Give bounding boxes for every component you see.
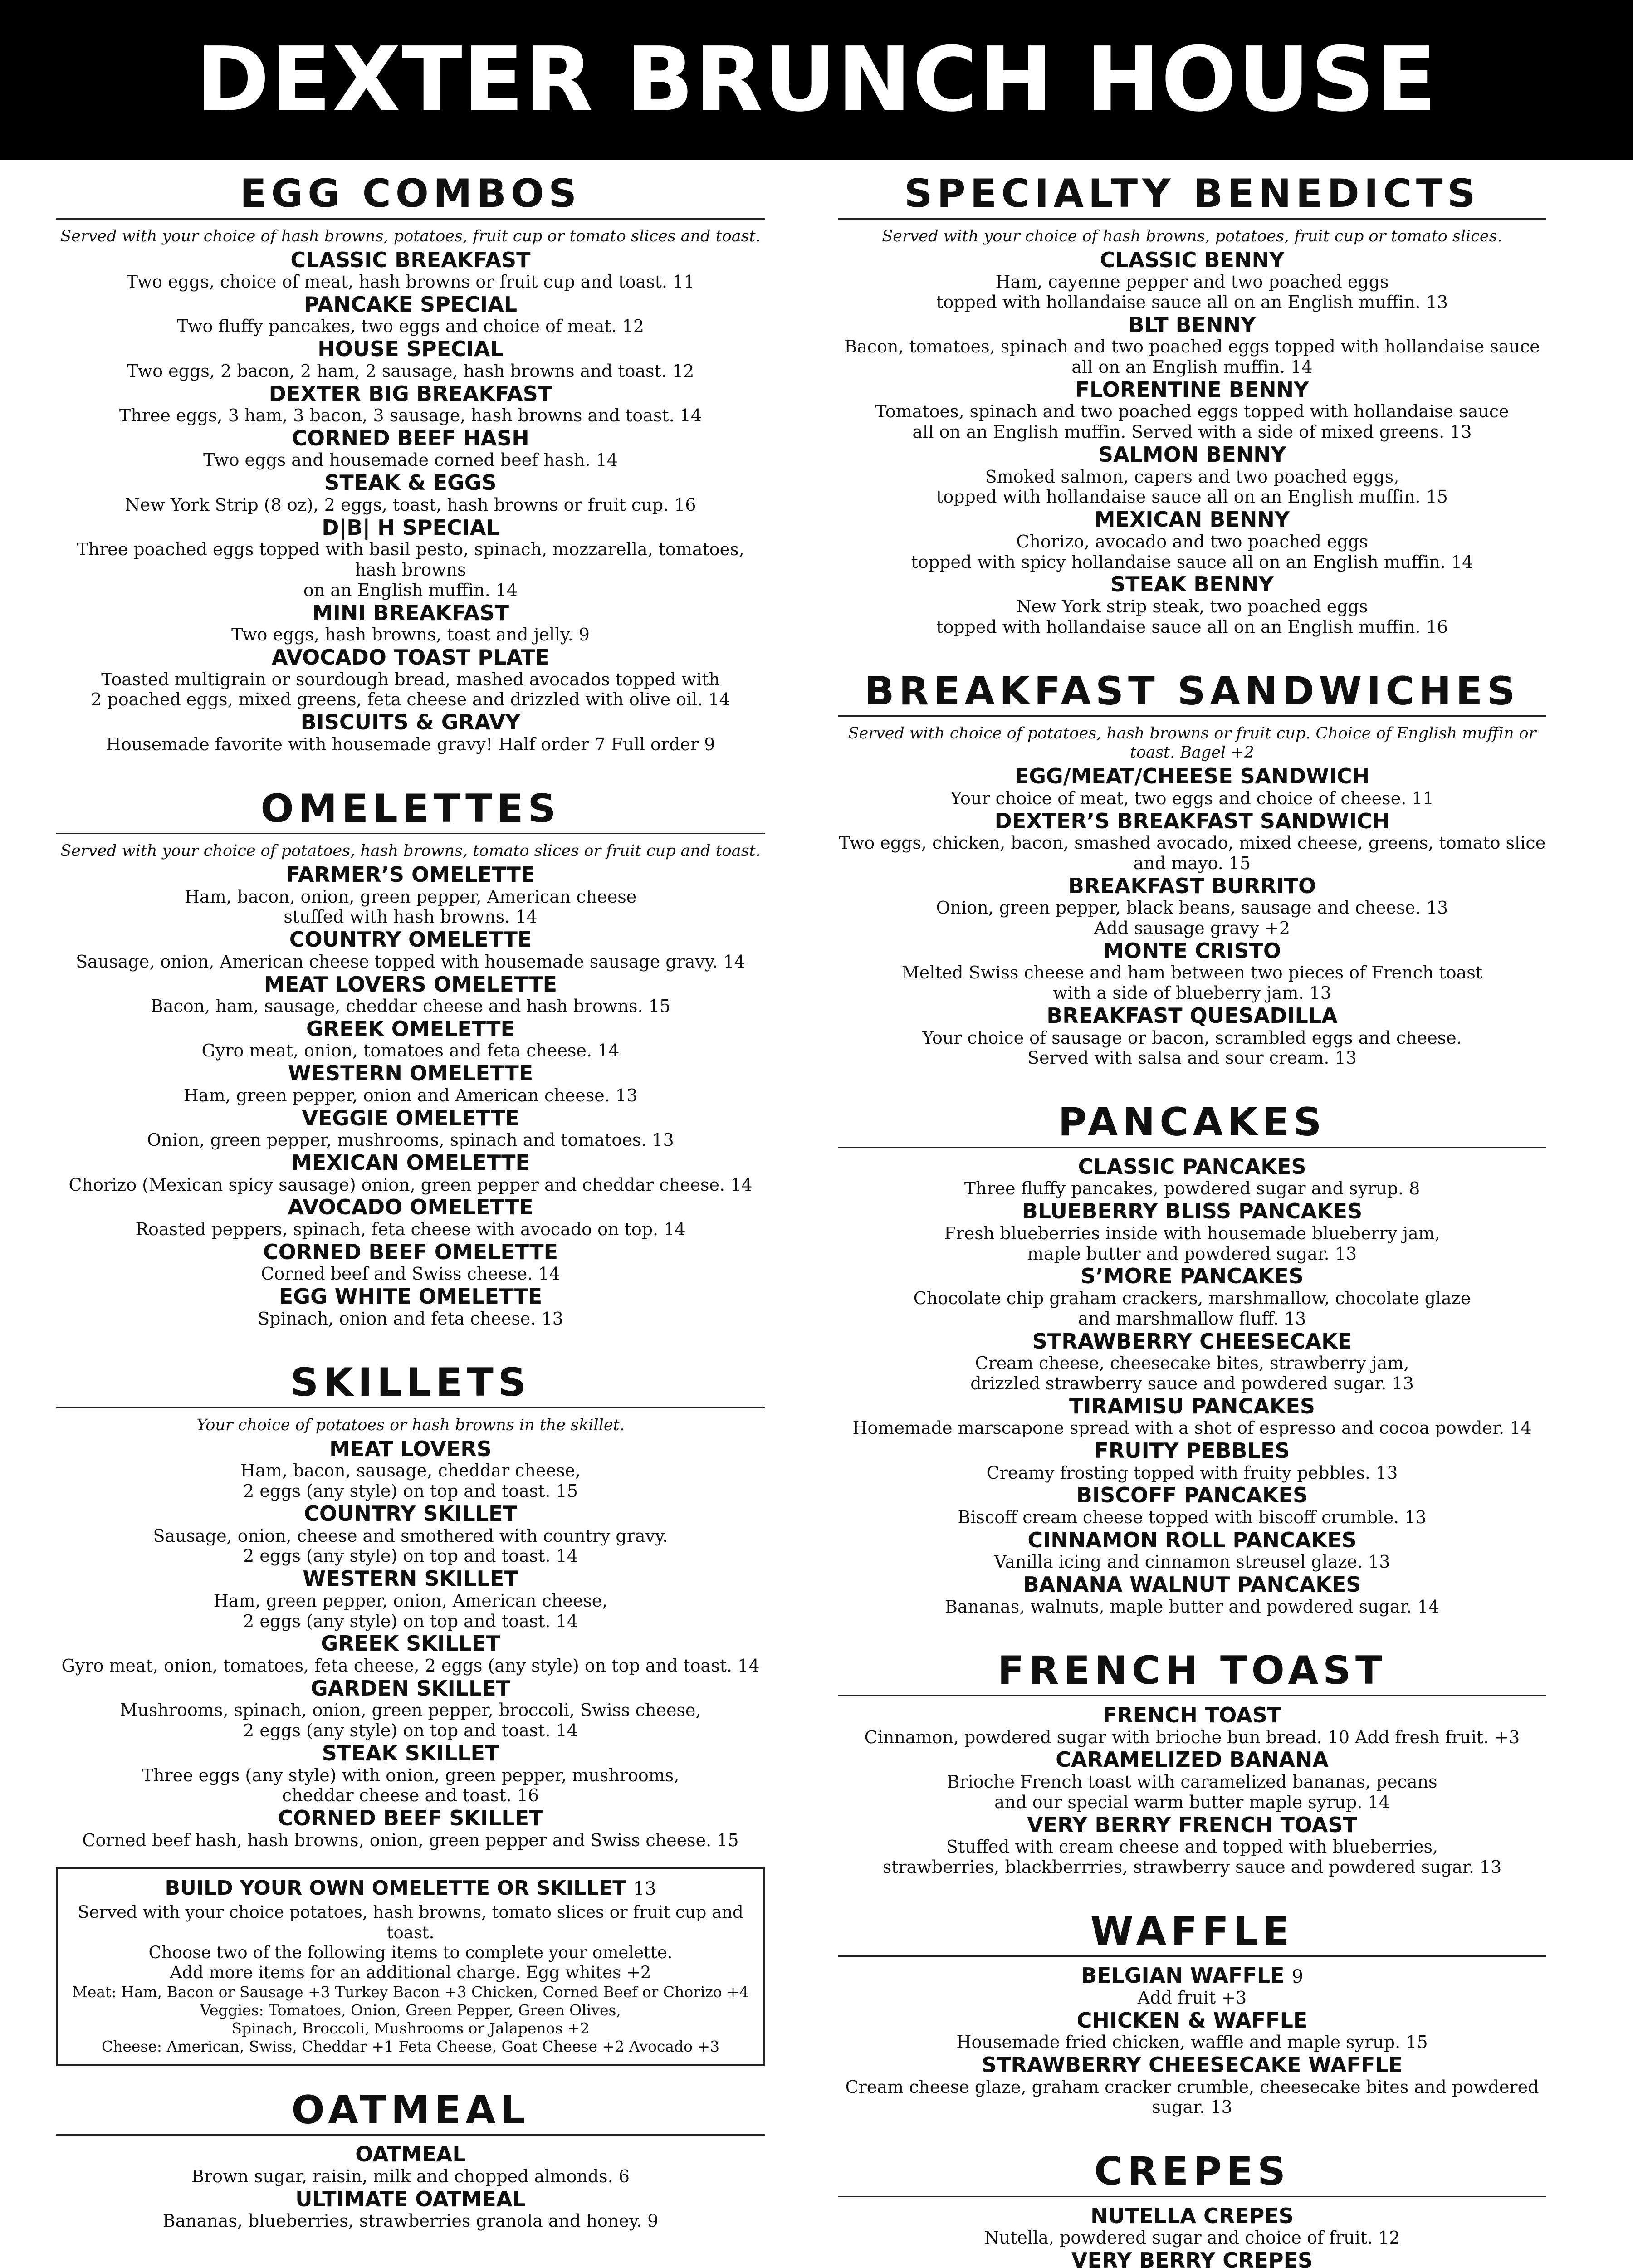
menu-item-title: GREEK SKILLET [321, 1631, 500, 1656]
menu-item-title: DEXTER’S BREAKFAST SANDWICH [994, 808, 1390, 833]
section-skillets [56, 1361, 765, 1850]
menu-item-name [838, 939, 1546, 963]
menu-item-description: Gyro meat, onion, tomatoes and feta cheese. 14 [201, 1041, 620, 1061]
menu-item-title: EGG WHITE OMELETTE [279, 1284, 543, 1309]
menu-item-name [56, 1107, 765, 1130]
section-gap [838, 638, 1546, 670]
menu-item-title: BISCOFF PANCAKES [1076, 1483, 1308, 1508]
menu-item-description: Tomatoes, spinach and two poached eggs topped with hollandaise sauce all on an English muffin. Served with a side of mixed greens. 13 [875, 401, 1509, 442]
menu-item-name [56, 1632, 765, 1656]
menu-item-description: Nutella, powdered sugar and choice of fruit. 12 [984, 2228, 1400, 2248]
menu-item-description: Biscoff cream cheese topped with biscoff crumble. 13 [958, 1507, 1427, 1527]
menu-item-title: BISCUITS & GRAVY [300, 710, 521, 735]
menu-item-title: S’MORE PANCAKES [1081, 1264, 1304, 1289]
section-divider [838, 1695, 1546, 1696]
menu-item-title: MEAT LOVERS [329, 1436, 492, 1461]
menu-item-description: Bananas, walnuts, maple butter and powdered sugar. 14 [944, 1596, 1440, 1617]
menu-item-name [56, 471, 765, 495]
menu-item-name [838, 378, 1546, 402]
section-title: OATMEAL [291, 2087, 530, 2133]
menu-item-description: Two eggs and housemade corned beef hash. 14 [203, 450, 618, 470]
menu-item-name [56, 382, 765, 406]
menu-item-description: Sausage, onion, cheese and smothered with country gravy. 2 eggs (any style) on top and toast. 14 [153, 1525, 668, 1566]
menu-item-description: New York Strip (8 oz), 2 eggs, toast, hash browns or fruit cup. 16 [125, 494, 696, 515]
menu-item-description: Two fluffy pancakes, two eggs and choice of meat. 12 [176, 316, 645, 337]
build-your-own-option: Veggies: Tomatoes, Onion, Green Pepper, Green Olives, [200, 2001, 621, 2019]
menu-item-title: WESTERN SKILLET [303, 1566, 518, 1591]
build-your-own-option: Spinach, Broccoli, Mushrooms or Jalapenos +2 [231, 2019, 590, 2038]
left-column [56, 172, 765, 2232]
menu-item-name [56, 1151, 765, 1175]
section-title: OMELETTES [260, 786, 561, 831]
menu-header [0, 0, 1633, 160]
menu-item-name [56, 1437, 765, 1461]
section-title: BREAKFAST SANDWICHES [864, 668, 1520, 714]
build-your-own-line: Choose two of the following items to complete your omelette. [148, 1942, 673, 1962]
menu-item-name [838, 810, 1546, 833]
menu-item-name [56, 973, 765, 997]
menu-item-name [838, 875, 1546, 898]
menu-item-name [838, 1704, 1546, 1727]
menu-item-description: Two eggs, 2 bacon, 2 ham, 2 sausage, hash browns and toast. 12 [127, 361, 694, 381]
menu-item-name [838, 2009, 1546, 2033]
section-gap [838, 2118, 1546, 2150]
menu-item-title: WESTERN OMELETTE [288, 1061, 533, 1086]
menu-item-title: CLASSIC BREAKFAST [290, 247, 531, 272]
section-intro: Served with choice of potatoes, hash browns or fruit cup. Choice of English muffin or toast. Bagel +2 [848, 724, 1536, 762]
menu-item-title: BREAKFAST BURRITO [1068, 873, 1316, 898]
menu-item-description: Housemade fried chicken, waffle and maple syrup. 15 [956, 2032, 1428, 2053]
menu-item-title: MEXICAN BENNY [1094, 507, 1290, 532]
menu-item-title: STRAWBERRY CHEESECAKE WAFFLE [981, 2052, 1403, 2077]
menu-item-description: Ham, green pepper, onion and American cheese. 13 [183, 1085, 638, 1105]
menu-item-title: DEXTER BIG BREAKFAST [269, 381, 552, 406]
menu-item-title: BLT BENNY [1128, 312, 1256, 337]
menu-item-description: Vanilla icing and cinnamon streusel glaze. 13 [994, 1552, 1390, 1572]
menu-item-title: COUNTRY SKILLET [304, 1501, 517, 1526]
menu-item-description: Cinnamon, powdered sugar with brioche bun bread. 10 Add fresh fruit. +3 [864, 1727, 1520, 1747]
menu-item-title: GREEK OMELETTE [306, 1016, 515, 1041]
menu-item-description: Spinach, onion and feta cheese. 13 [258, 1308, 563, 1329]
menu-item-title: CHICKEN & WAFFLE [1076, 2008, 1308, 2033]
menu-item-description: Roasted peppers, spinach, feta cheese with avocado on top. 14 [135, 1219, 686, 1239]
menu-item-title: SALMON BENNY [1098, 442, 1286, 467]
menu-item-description: Cream cheese glaze, graham cracker crumble, cheesecake bites and powdered sugar. 13 [845, 2077, 1539, 2117]
section-title: CREPES [1094, 2149, 1290, 2195]
menu-item-description: Three poached eggs topped with basil pesto, spinach, mozzarella, tomatoes, hash browns on an English muffin. 14 [77, 539, 744, 600]
section-divider [56, 833, 765, 834]
menu-item-name [56, 928, 765, 952]
section-title: SPECIALTY BENEDICTS [904, 171, 1480, 216]
section-intro: Served with your choice of hash browns, potatoes, fruit cup or tomato slices and toast. [60, 227, 761, 245]
menu-item-name [56, 1807, 765, 1830]
menu-item-description: Chorizo, avocado and two poached eggs topped with spicy hollandaise sauce all on an English muffin. 14 [911, 531, 1473, 572]
build-your-own-line: Add more items for an additional charge. Egg whites +2 [170, 1963, 651, 1983]
menu-item-title: PANCAKE SPECIAL [303, 292, 518, 317]
menu-item-title: FRUITY PEBBLES [1094, 1438, 1290, 1463]
menu-item-title: CORNED BEEF OMELETTE [263, 1239, 558, 1264]
menu-item-name [56, 249, 765, 272]
section-breakfast-sandwiches [838, 670, 1546, 1069]
menu-item-description: Toasted multigrain or sourdough bread, mashed avocados topped with 2 poached eggs, mixed greens, feta cheese and drizzled with olive oil. 14 [91, 669, 730, 710]
menu-item-title: CORNED BEEF HASH [292, 425, 529, 450]
menu-item-description: Ham, green pepper, onion, American cheese, 2 eggs (any style) on top and toast. 14 [213, 1590, 608, 1631]
menu-item-title: TIRAMISU PANCAKES [1069, 1393, 1315, 1418]
menu-item-description: Sausage, onion, American cheese topped with housemade sausage gravy. 14 [76, 951, 745, 972]
section-gap [56, 756, 765, 787]
menu-item-description: Creamy frosting topped with fruity pebbles. 13 [986, 1462, 1398, 1483]
section-title: EGG COMBOS [240, 171, 582, 216]
build-your-own-box [56, 1867, 765, 2066]
menu-item-name [838, 1813, 1546, 1837]
menu-item-title: BLUEBERRY BLISS PANCAKES [1022, 1199, 1363, 1224]
section-gap [56, 1330, 765, 1361]
menu-item-name [56, 646, 765, 670]
menu-item-name [56, 601, 765, 625]
menu-item-title: GARDEN SKILLET [310, 1676, 511, 1701]
menu-item-price: 9 [1291, 1966, 1304, 1988]
menu-item-description: Melted Swiss cheese and ham between two pieces of French toast with a side of blueberry jam. 13 [901, 963, 1483, 1003]
build-your-own-heading: BUILD YOUR OWN OMELETTE OR SKILLET [165, 1876, 626, 1900]
menu-item-title: BELGIAN WAFFLE [1081, 1963, 1285, 1988]
menu-item-name [56, 2188, 765, 2211]
menu-item-description: Brioche French toast with caramelized bananas, pecans and our special warm butter maple syrup. 14 [947, 1771, 1437, 1812]
section-title: SKILLETS [290, 1360, 531, 1406]
menu-item-description: Corned beef hash, hash browns, onion, green pepper and Swiss cheese. 15 [82, 1830, 739, 1850]
menu-item-name [56, 1502, 765, 1526]
menu-item-name [56, 1285, 765, 1309]
section-specialty-benedicts [838, 172, 1546, 637]
menu-item-name [838, 2249, 1546, 2268]
menu-item-name [56, 427, 765, 450]
menu-item-title: MONTE CRISTO [1103, 938, 1281, 963]
menu-item-title: BANANA WALNUT PANCAKES [1023, 1572, 1361, 1597]
menu-item-description: Onion, green pepper, mushrooms, spinach and tomatoes. 13 [147, 1130, 674, 1150]
menu-item-description: Corned beef and Swiss cheese. 14 [261, 1264, 560, 1284]
section-omelettes [56, 787, 765, 1329]
menu-item-name [838, 765, 1546, 788]
build-your-own-price: 13 [633, 1878, 656, 1899]
menu-item-name [56, 1742, 765, 1765]
section-gap [838, 1069, 1546, 1101]
section-divider [56, 218, 765, 220]
menu-item-title: CLASSIC BENNY [1100, 247, 1285, 272]
menu-item-description: Cream cheese, cheesecake bites, strawberry jam, drizzled strawberry sauce and powdered sugar. 13 [970, 1353, 1414, 1393]
menu-item-name [838, 1573, 1546, 1597]
right-column [838, 172, 1546, 2268]
section-title: WAFFLE [1090, 1908, 1294, 1954]
section-intro: Your choice of potatoes or hash browns in the skillet. [196, 1416, 625, 1434]
menu-item-title: COUNTRY OMELETTE [289, 927, 532, 952]
menu-item-name [56, 863, 765, 887]
menu-item-description: Onion, green pepper, black beans, sausage and cheese. 13 Add sausage gravy +2 [936, 898, 1448, 938]
restaurant-title: DEXTER BRUNCH HOUSE [196, 28, 1437, 132]
section-divider [56, 1407, 765, 1408]
menu-item-title: STEAK SKILLET [322, 1741, 499, 1765]
menu-item-name [838, 249, 1546, 272]
menu-item-title: HOUSE SPECIAL [318, 337, 504, 362]
menu-item-title: CARAMELIZED BANANA [1056, 1747, 1329, 1772]
menu-item-name [838, 1200, 1546, 1223]
menu-item-description: Chocolate chip graham crackers, marshmallow, chocolate glaze and marshmallow fluff. 13 [913, 1288, 1471, 1329]
section-intro: Served with your choice of hash browns, potatoes, fruit cup or tomato slices. [882, 227, 1502, 245]
section-intro: Served with your choice of potatoes, hash browns, tomato slices or fruit cup and toast. [60, 842, 761, 860]
section-divider [838, 218, 1546, 220]
menu-item-description: Brown sugar, raisin, milk and chopped almonds. 6 [191, 2166, 630, 2186]
menu-item-title: MEAT LOVERS OMELETTE [264, 972, 557, 997]
build-your-own-line: Served with your choice potatoes, hash browns, tomato slices or fruit cup and toast. [78, 1902, 743, 1942]
menu-item-description: Two eggs, chicken, bacon, smashed avocado, mixed cheese, greens, tomato slice and mayo. 15 [838, 833, 1546, 873]
section-egg-combos [56, 172, 765, 755]
section-crepes [838, 2150, 1546, 2268]
section-divider [838, 1955, 1546, 1957]
menu-item-name [838, 1155, 1546, 1179]
menu-item-name [56, 1677, 765, 1701]
section-gap [838, 1878, 1546, 1910]
menu-item-name [56, 293, 765, 317]
menu-item-title: CLASSIC PANCAKES [1078, 1154, 1306, 1179]
menu-item-title: FLORENTINE BENNY [1075, 377, 1309, 402]
menu-item-name [56, 1017, 765, 1041]
menu-item-name [56, 1567, 765, 1591]
menu-item-name [838, 2053, 1546, 2077]
menu-item-title: CORNED BEEF SKILLET [278, 1806, 543, 1831]
menu-item-name [838, 1439, 1546, 1463]
menu-item-description: Gyro meat, onion, tomatoes, feta cheese, 2 eggs (any style) on top and toast. 14 [61, 1656, 760, 1676]
section-divider [56, 2134, 765, 2136]
menu-item-description: Stuffed with cream cheese and topped with blueberries, strawberries, blackberrries, strawberry sauce and powdered sugar. 13 [882, 1837, 1502, 1877]
menu-item-title: STRAWBERRY CHEESECAKE [1032, 1329, 1352, 1354]
menu-item-description: Fresh blueberries inside with housemade blueberry jam, maple butter and powdered sugar. 13 [944, 1223, 1440, 1264]
menu-item-title: VEGGIE OMELETTE [302, 1105, 519, 1130]
menu-item-title: VERY BERRY CREPES [1071, 2248, 1313, 2268]
menu-item-description: Three eggs (any style) with onion, green pepper, mushrooms, cheddar cheese and toast. 16 [142, 1765, 680, 1806]
menu-item-description: Homemade marscapone spread with a shot of espresso and cocoa powder. 14 [852, 1418, 1532, 1438]
menu-item-name [838, 1265, 1546, 1288]
menu-item-name [838, 313, 1546, 337]
menu-item-name [56, 1196, 765, 1219]
menu-item-description: Mushrooms, spinach, onion, green pepper, broccoli, Swiss cheese, 2 eggs (any style) on top and toast. 14 [120, 1700, 701, 1741]
menu-item-name [56, 711, 765, 734]
menu-item-name [838, 508, 1546, 532]
menu-item-name [56, 337, 765, 361]
menu-item-name [838, 1748, 1546, 1772]
menu-item-title: OATMEAL [355, 2142, 466, 2167]
menu-item-name [838, 1330, 1546, 1354]
menu-item-title: D|B| H SPECIAL [322, 515, 499, 540]
section-divider [838, 2196, 1546, 2197]
menu-item-title: NUTELLA CREPES [1090, 2203, 1294, 2228]
menu-item-description: Add fruit +3 [1137, 1987, 1247, 2008]
menu-item-description: Bacon, tomatoes, spinach and two poached eggs topped with hollandaise sauce all on an English muffin. 14 [844, 337, 1540, 377]
menu-item-title: STEAK BENNY [1110, 572, 1274, 597]
menu-item-description: Chorizo (Mexican spicy sausage) onion, green pepper and cheddar cheese. 14 [68, 1174, 753, 1195]
menu-item-description: Your choice of sausage or bacon, scrambled eggs and cheese. Served with salsa and sour cream. 13 [922, 1027, 1462, 1068]
menu-item-description: Three eggs, 3 ham, 3 bacon, 3 sausage, hash browns and toast. 14 [119, 406, 702, 426]
menu-item-description: Housemade favorite with housemade gravy! Half order 7 Full order 9 [106, 734, 715, 754]
menu-item-name [56, 1241, 765, 1264]
menu-item-name [838, 443, 1546, 467]
menu-item-title: FRENCH TOAST [1102, 1703, 1282, 1728]
section-title: PANCAKES [1058, 1100, 1326, 1145]
menu-item-description: Smoked salmon, capers and two poached eggs, topped with hollandaise sauce all on an English muffin. 15 [936, 466, 1448, 507]
menu-item-title: MEXICAN OMELETTE [291, 1150, 530, 1175]
menu-item-description: Two eggs, hash browns, toast and jelly. 9 [231, 625, 590, 645]
menu-item-description: Bananas, blueberries, strawberries granola and honey. 9 [162, 2211, 659, 2231]
section-divider [838, 1147, 1546, 1148]
menu-item-name [838, 1484, 1546, 1507]
build-your-own-option: Cheese: American, Swiss, Cheddar +1 Feta Cheese, Goat Cheese +2 Avocado +3 [101, 2038, 720, 2056]
menu-item-title: ULTIMATE OATMEAL [295, 2186, 526, 2211]
menu-item-name [838, 1395, 1546, 1418]
menu-item-description: Your choice of meat, two eggs and choice of cheese. 11 [950, 788, 1434, 808]
menu-item-description: Ham, cayenne pepper and two poached eggs topped with hollandaise sauce all on an English muffin. 13 [936, 272, 1448, 312]
menu-item-name [838, 573, 1546, 596]
menu-item-name [56, 1062, 765, 1085]
menu-item-title: AVOCADO TOAST PLATE [271, 645, 550, 670]
menu-item-title: MINI BREAKFAST [312, 600, 509, 625]
menu-item-description: Ham, bacon, onion, green pepper, American cheese stuffed with hash browns. 14 [184, 886, 637, 927]
section-divider [838, 715, 1546, 717]
menu-item-name [838, 1004, 1546, 1028]
menu-item-name [838, 2204, 1546, 2228]
menu-item-description: Ham, bacon, sausage, cheddar cheese, 2 eggs (any style) on top and toast. 15 [240, 1461, 581, 1501]
menu-item-name [56, 516, 765, 540]
menu-item-description: Bacon, ham, sausage, cheddar cheese and hash browns. 15 [150, 996, 671, 1017]
menu-item-title: BREAKFAST QUESADILLA [1046, 1003, 1338, 1028]
section-title: FRENCH TOAST [997, 1648, 1387, 1694]
menu-item-title: STEAK & EGGS [324, 470, 497, 495]
menu-item-name [838, 1529, 1546, 1552]
section-pancakes [838, 1101, 1546, 1617]
menu-item-description: Two eggs, choice of meat, hash browns or fruit cup and toast. 11 [126, 272, 695, 292]
menu-item-title: EGG/MEAT/CHEESE SANDWICH [1014, 764, 1370, 789]
menu-item-title: CINNAMON ROLL PANCAKES [1027, 1527, 1357, 1552]
section-waffle [838, 1910, 1546, 2117]
menu-item-title: FARMER’S OMELETTE [286, 862, 535, 887]
build-your-own-title [67, 1877, 754, 1900]
menu-item-name [838, 1964, 1546, 1988]
menu-item-description: Three fluffy pancakes, powdered sugar and syrup. 8 [964, 1178, 1420, 1199]
menu-item-title: AVOCADO OMELETTE [288, 1195, 533, 1220]
menu-item-description: New York strip steak, two poached eggs topped with hollandaise sauce all on an English muffin. 16 [936, 596, 1448, 637]
section-gap [838, 1618, 1546, 1649]
build-your-own-option: Meat: Ham, Bacon or Sausage +3 Turkey Bacon +3 Chicken, Corned Beef or Chorizo +4 [72, 1983, 749, 2001]
menu-item-title: VERY BERRY FRENCH TOAST [1027, 1812, 1357, 1837]
section-oatmeal [56, 2089, 765, 2231]
menu-item-name [56, 2143, 765, 2166]
section-french-toast [838, 1649, 1546, 1877]
